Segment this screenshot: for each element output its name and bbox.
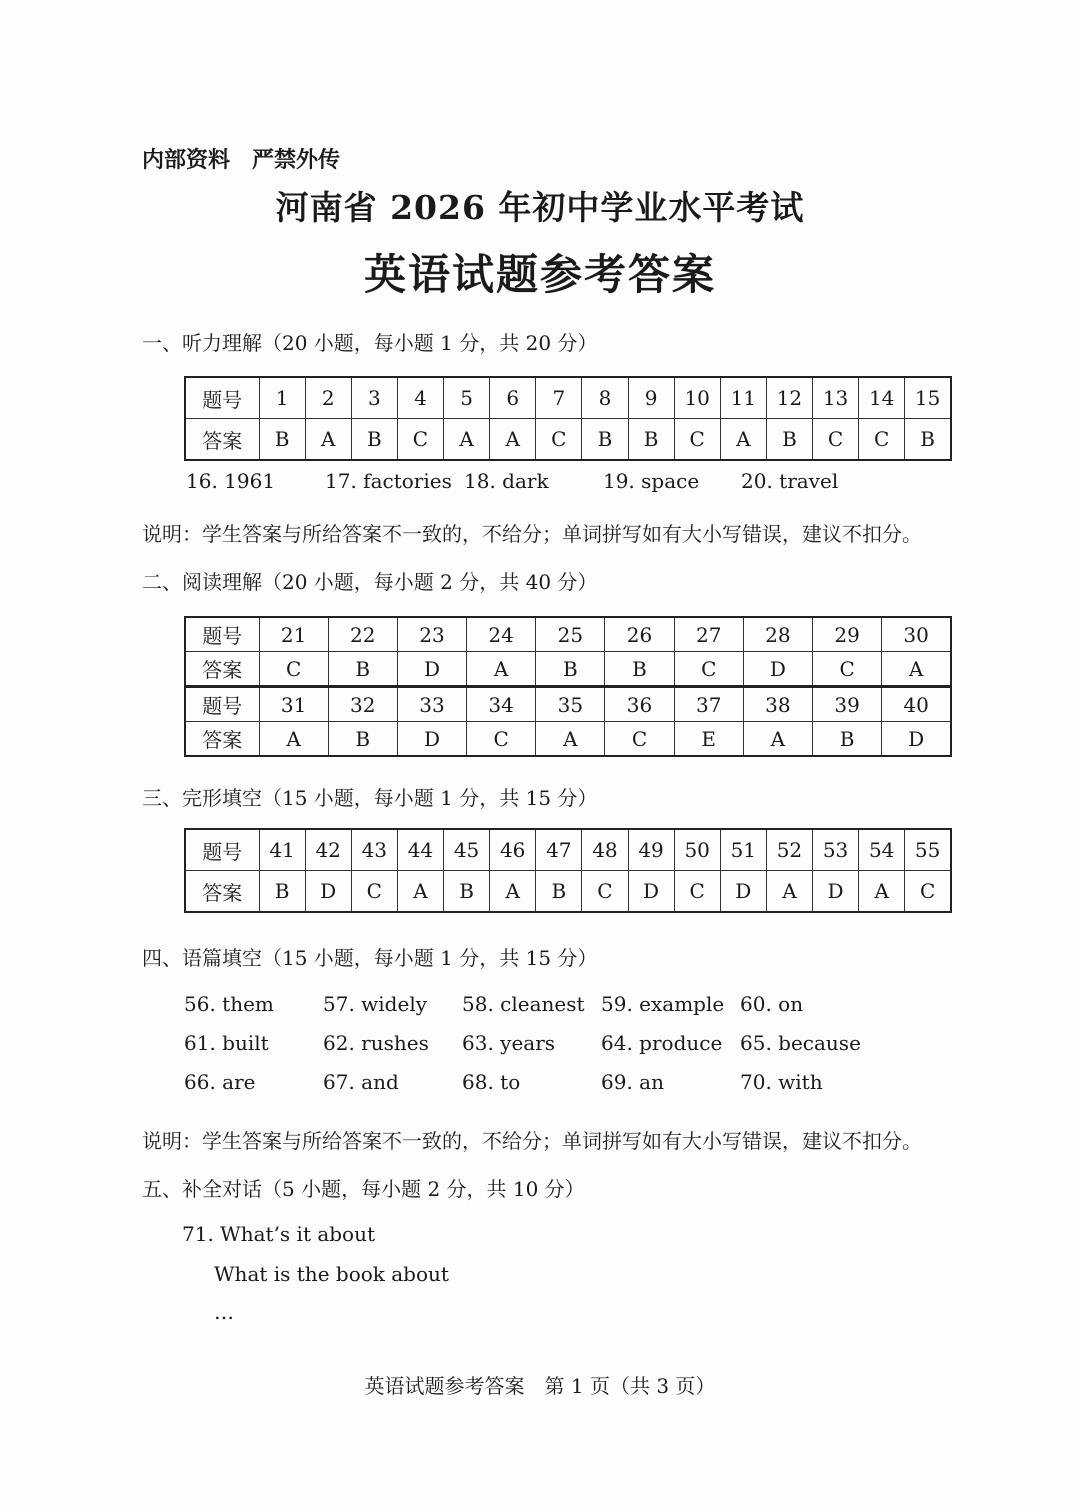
table-row-numbers: [185, 617, 951, 652]
answer-cell: B: [259, 871, 305, 913]
question-number: 15: [905, 377, 951, 419]
question-number: 31: [259, 687, 328, 722]
row-label: 答案: [185, 871, 259, 913]
ellipsis: …: [214, 1300, 234, 1324]
answer-cell: C: [605, 722, 674, 757]
answer-cell: A: [259, 722, 328, 757]
question-number: 11: [720, 377, 766, 419]
fill-answer: 70. with: [740, 1070, 823, 1094]
question-number: 33: [397, 687, 466, 722]
answer-cell: E: [674, 722, 743, 757]
answer-cell: C: [813, 419, 859, 461]
question-number: 42: [305, 829, 351, 871]
answer-cell: A: [743, 722, 812, 757]
answer-cell: B: [444, 871, 490, 913]
fill-answer: 67. and: [323, 1070, 399, 1094]
dialogue-answer-alt: What is the book about: [214, 1262, 449, 1286]
answer-cell: C: [674, 419, 720, 461]
answer-cell: B: [905, 419, 951, 461]
table-row-answers: [185, 652, 951, 687]
answer-cell: A: [467, 652, 536, 687]
answer-cell: A: [490, 419, 536, 461]
fill-answer: 19. space: [603, 469, 700, 493]
question-number: 35: [536, 687, 605, 722]
fill-answer: 60. on: [740, 992, 804, 1016]
question-number: 21: [259, 617, 328, 652]
section-5-heading: 五、补全对话（5 小题，每小题 2 分，共 10 分）: [142, 1177, 585, 1201]
question-number: 46: [490, 829, 536, 871]
answer-cell: B: [628, 419, 674, 461]
answer-cell: B: [605, 652, 674, 687]
question-number: 50: [674, 829, 720, 871]
page-footer: 英语试题参考答案 第 1 页（共 3 页）: [364, 1374, 716, 1398]
question-number: 38: [743, 687, 812, 722]
question-number: 13: [813, 377, 859, 419]
question-number: 5: [444, 377, 490, 419]
answer-cell: C: [351, 871, 397, 913]
question-number: 28: [743, 617, 812, 652]
row-label: 题号: [185, 829, 259, 871]
question-number: 55: [905, 829, 951, 871]
answer-cell: B: [536, 871, 582, 913]
answer-cell: B: [259, 419, 305, 461]
answer-cell: A: [882, 652, 951, 687]
fill-answer: 18. dark: [464, 469, 549, 493]
answer-cell: A: [766, 871, 812, 913]
table-row-numbers: [185, 687, 951, 722]
fill-answer: 17. factories: [325, 469, 452, 493]
question-number: 49: [628, 829, 674, 871]
question-number: 1: [259, 377, 305, 419]
question-number: 24: [467, 617, 536, 652]
fill-answer: 64. produce: [601, 1031, 723, 1055]
question-number: 14: [859, 377, 905, 419]
question-number: 40: [882, 687, 951, 722]
answer-cell: B: [328, 652, 397, 687]
question-number: 30: [882, 617, 951, 652]
question-number: 41: [259, 829, 305, 871]
fill-answer: 68. to: [462, 1070, 521, 1094]
answer-cell: C: [582, 871, 628, 913]
table-row-answers: [185, 871, 951, 913]
section-3-answer-table: [184, 828, 952, 913]
table-row-answers: [185, 419, 951, 461]
answer-cell: C: [397, 419, 443, 461]
answer-cell: C: [259, 652, 328, 687]
fill-answer: 61. built: [184, 1031, 269, 1055]
row-label: 题号: [185, 687, 259, 722]
question-number: 12: [766, 377, 812, 419]
answer-cell: B: [328, 722, 397, 757]
question-number: 7: [536, 377, 582, 419]
section-4-note: 说明：学生答案与所给答案不一致的，不给分；单词拼写如有大小写错误，建议不扣分。: [142, 1129, 922, 1153]
fill-answer: 58. cleanest: [462, 992, 585, 1016]
question-number: 6: [490, 377, 536, 419]
question-number: 36: [605, 687, 674, 722]
dialogue-answer: 71. What’s it about: [182, 1222, 376, 1246]
answer-cell: C: [905, 871, 951, 913]
row-label: 答案: [185, 652, 259, 687]
question-number: 52: [766, 829, 812, 871]
table-row-answers: [185, 722, 951, 757]
question-number: 37: [674, 687, 743, 722]
row-label: 题号: [185, 377, 259, 419]
question-number: 44: [397, 829, 443, 871]
question-number: 29: [813, 617, 882, 652]
answer-cell: A: [720, 419, 766, 461]
section-2-answer-table: [184, 616, 952, 757]
fill-answer: 66. are: [184, 1070, 256, 1094]
answer-cell: D: [720, 871, 766, 913]
fill-answer: 59. example: [601, 992, 725, 1016]
fill-answer: 63. years: [462, 1031, 556, 1055]
question-number: 25: [536, 617, 605, 652]
question-number: 32: [328, 687, 397, 722]
answer-cell: A: [397, 871, 443, 913]
question-number: 47: [536, 829, 582, 871]
answer-cell: C: [467, 722, 536, 757]
fill-answer: 56. them: [184, 992, 274, 1016]
answer-cell: B: [351, 419, 397, 461]
question-number: 43: [351, 829, 397, 871]
fill-answer: 69. an: [601, 1070, 664, 1094]
question-number: 22: [328, 617, 397, 652]
answer-cell: A: [536, 722, 605, 757]
answer-cell: A: [305, 419, 351, 461]
question-number: 34: [467, 687, 536, 722]
section-1-heading: 一、听力理解（20 小题，每小题 1 分，共 20 分）: [142, 331, 598, 355]
question-number: 53: [813, 829, 859, 871]
fill-answer: 20. travel: [741, 469, 839, 493]
question-number: 9: [628, 377, 674, 419]
question-number: 2: [305, 377, 351, 419]
question-number: 51: [720, 829, 766, 871]
fill-answer: 62. rushes: [323, 1031, 429, 1055]
answer-cell: C: [674, 871, 720, 913]
confidential-label: [142, 143, 362, 174]
row-label: 答案: [185, 419, 259, 461]
question-number: 8: [582, 377, 628, 419]
question-number: 45: [444, 829, 490, 871]
question-number: 4: [397, 377, 443, 419]
question-number: 48: [582, 829, 628, 871]
answer-cell: B: [536, 652, 605, 687]
answer-cell: C: [813, 652, 882, 687]
question-number: 39: [813, 687, 882, 722]
question-number: 26: [605, 617, 674, 652]
question-number: 23: [397, 617, 466, 652]
row-label: 题号: [185, 617, 259, 652]
answer-cell: D: [397, 722, 466, 757]
question-number: 54: [859, 829, 905, 871]
question-number: 27: [674, 617, 743, 652]
answer-cell: D: [397, 652, 466, 687]
table-row-numbers: [185, 377, 951, 419]
answer-cell: A: [490, 871, 536, 913]
answer-cell: C: [674, 652, 743, 687]
row-label: 答案: [185, 722, 259, 757]
answer-cell: C: [859, 419, 905, 461]
answer-cell: D: [882, 722, 951, 757]
answer-cell: C: [536, 419, 582, 461]
exam-title: 河南省 2026 年初中学业水平考试: [275, 188, 805, 227]
fill-answer: 16. 1961: [186, 469, 276, 493]
answer-cell: D: [305, 871, 351, 913]
section-3-heading: 三、完形填空（15 小题，每小题 1 分，共 15 分）: [142, 786, 598, 810]
answer-cell: B: [582, 419, 628, 461]
document-title: 英语试题参考答案: [363, 250, 716, 299]
confidential-text-2: 严禁外传: [252, 147, 341, 173]
answer-cell: B: [813, 722, 882, 757]
answer-cell: D: [743, 652, 812, 687]
answer-cell: D: [628, 871, 674, 913]
section-4-heading: 四、语篇填空（15 小题，每小题 1 分，共 15 分）: [142, 946, 598, 970]
answer-cell: D: [813, 871, 859, 913]
question-number: 3: [351, 377, 397, 419]
answer-cell: A: [444, 419, 490, 461]
table-row-numbers: [185, 829, 951, 871]
question-number: 10: [674, 377, 720, 419]
section-1-note: 说明：学生答案与所给答案不一致的，不给分；单词拼写如有大小写错误，建议不扣分。: [142, 522, 922, 546]
fill-answer: 57. widely: [323, 992, 428, 1016]
answer-cell: B: [766, 419, 812, 461]
answer-cell: A: [859, 871, 905, 913]
fill-answer: 65. because: [740, 1031, 861, 1055]
section-2-heading: 二、阅读理解（20 小题，每小题 2 分，共 40 分）: [142, 570, 598, 594]
section-1-answer-table: [184, 376, 952, 461]
confidential-text-1: 内部资料: [142, 147, 231, 173]
